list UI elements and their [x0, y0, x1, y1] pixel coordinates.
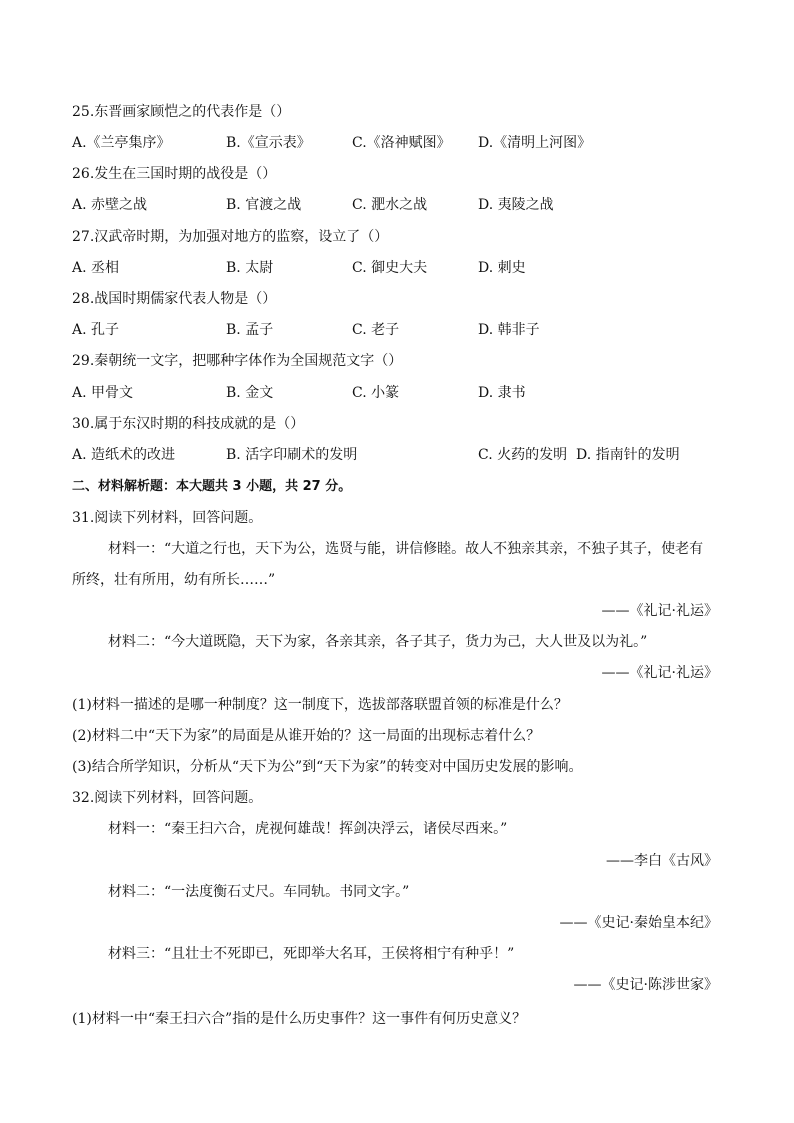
question-30-stem: 30.属于东汉时期的科技成就的是（） [72, 416, 305, 432]
question-25-option-b: B.《宣示表》 [226, 135, 311, 151]
question-31-material-1-line-1: 材料一：“大道之行也，天下为公，选贤与能，讲信修睦。故人不独亲其亲，不独子其子，使老有 [108, 541, 704, 557]
question-32-sub-1: (1)材料一中“秦王扫六合”指的是什么历史事件？这一事件有何历史意义？ [72, 1011, 527, 1027]
question-31-material-2-source: ——《礼记·礼运》 [601, 665, 718, 681]
question-29-stem: 29.秦朝统一文字，把哪种字体作为全国规范文字（） [72, 353, 403, 369]
question-29-option-c: C. 小篆 [352, 385, 400, 401]
question-28-option-d: D. 韩非子 [478, 322, 540, 338]
question-28-stem: 28.战国时期儒家代表人物是（） [72, 291, 277, 307]
question-32-material-3-source: ——《史记·陈涉世家》 [573, 977, 718, 993]
question-26-option-c: C. 淝水之战 [352, 197, 428, 213]
question-27-stem: 27.汉武帝时期，为加强对地方的监察，设立了（） [72, 229, 389, 245]
question-32-intro: 32.阅读下列材料，回答问题。 [72, 790, 263, 806]
question-28-option-a: A. 孔子 [72, 322, 120, 338]
question-30-option-b: B. 活字印刷术的发明 [226, 447, 358, 463]
question-29-option-b: B. 金文 [226, 385, 274, 401]
question-30-option-a: A. 造纸术的改进 [72, 447, 176, 463]
question-25-option-a: A.《兰亭集序》 [72, 135, 171, 151]
question-31-sub-3: (3)结合所学知识，分析从“天下为公”到“天下为家”的转变对中国历史发展的影响。 [72, 759, 583, 775]
section-2-heading: 二、材料解析题：本大题共 3 小题，共 27 分。 [72, 479, 352, 494]
question-31-material-1-line-2: 所终，壮有所用，幼有所长……” [72, 572, 276, 588]
question-32-material-3-line-1: 材料三：“且壮士不死即已，死即举大名耳，王侯将相宁有种乎！” [108, 946, 515, 962]
question-29-option-a: A. 甲骨文 [72, 385, 134, 401]
question-27-option-b: B. 太尉 [226, 260, 274, 276]
question-29-option-d: D. 隶书 [478, 385, 526, 401]
question-30-option-d: D. 指南针的发明 [576, 447, 680, 463]
question-25-stem: 25.东晋画家顾恺之的代表作是（） [72, 104, 291, 120]
question-26-option-a: A. 赤壁之战 [72, 197, 148, 213]
question-25-option-c: C.《洛神赋图》 [352, 135, 451, 151]
question-31-intro: 31.阅读下列材料，回答问题。 [72, 510, 263, 526]
question-32-material-1-line-1: 材料一：“秦王扫六合，虎视何雄哉！挥剑决浮云，诸侯尽西来。” [108, 821, 508, 837]
question-32-material-2-source: ——《史记·秦始皇本纪》 [559, 915, 718, 931]
question-31-material-2-line-1: 材料二：“今大道既隐，天下为家，各亲其亲，各子其子，货力为己，大人世及以为礼。” [108, 634, 648, 650]
question-31-sub-1: (1)材料一描述的是哪一种制度？这一制度下，选拔部落联盟首领的标准是什么？ [72, 697, 568, 713]
question-27-option-c: C. 御史大夫 [352, 260, 428, 276]
question-30-option-c: C. 火药的发明 [478, 447, 568, 463]
question-25-option-d: D.《清明上河图》 [478, 135, 592, 151]
question-28-option-c: C. 老子 [352, 322, 400, 338]
question-28-option-b: B. 孟子 [226, 322, 274, 338]
question-27-option-d: D. 刺史 [478, 260, 526, 276]
question-32-material-2-line-1: 材料二：“一法度衡石丈尺。车同轨。书同文字。” [108, 884, 410, 900]
question-26-option-b: B. 官渡之战 [226, 197, 302, 213]
question-32-material-1-source: ——李白《古风》 [606, 853, 718, 869]
question-27-option-a: A. 丞相 [72, 260, 120, 276]
question-26-stem: 26.发生在三国时期的战役是（） [72, 166, 277, 182]
question-31-sub-2: (2)材料二中“天下为家”的局面是从谁开始的？这一局面的出现标志着什么？ [72, 728, 541, 744]
question-31-material-1-source: ——《礼记·礼运》 [601, 603, 718, 619]
question-26-option-d: D. 夷陵之战 [478, 197, 554, 213]
